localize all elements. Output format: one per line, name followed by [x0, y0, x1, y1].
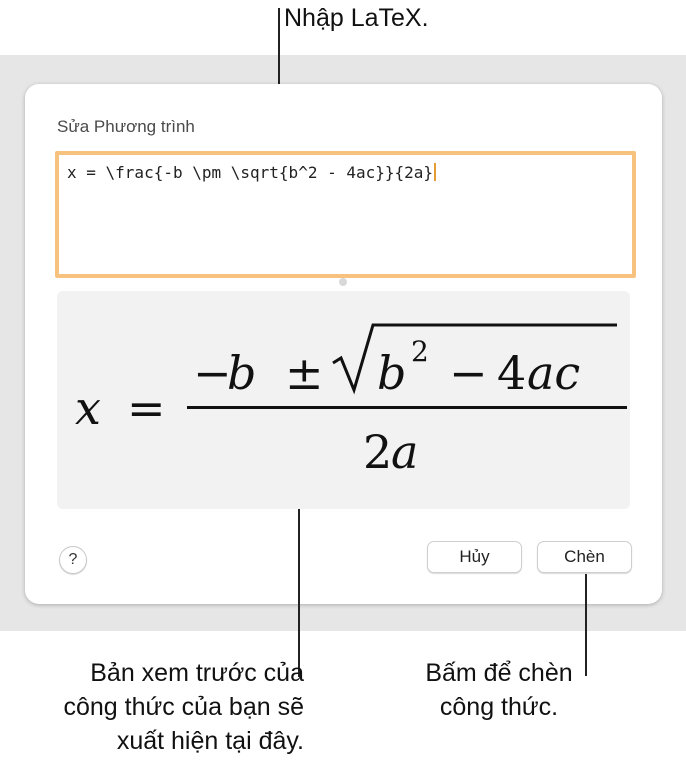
formula-radicand-b: b — [377, 346, 407, 400]
formula-lhs: x — [75, 381, 101, 435]
dialog-title: Sửa Phương trình — [57, 117, 195, 136]
formula-plus-minus: ± — [285, 346, 324, 400]
formula-radicand-minus: − — [449, 346, 488, 400]
edit-equation-dialog — [25, 84, 662, 604]
callout-insert-line-1: Bấm để chèn — [425, 659, 573, 687]
leader-line-preview — [298, 509, 300, 677]
formula-numerator-b: b — [227, 346, 257, 400]
callout-insert-line-2: công thức. — [439, 693, 559, 721]
formula-radicand-ac: ac — [527, 346, 581, 400]
formula-render — [57, 291, 630, 509]
resize-handle[interactable] — [339, 278, 347, 286]
callout-preview — [10, 656, 304, 758]
fraction-bar — [187, 406, 627, 409]
callout-latex-input: Nhập LaTeX. — [284, 4, 429, 32]
callout-preview-line-1: Bản xem trước của — [90, 659, 304, 687]
callout-preview-line-2: công thức của bạn sẽ — [63, 693, 304, 721]
callout-preview-line-3: xuất hiện tại đây. — [116, 727, 304, 755]
latex-input-field[interactable] — [55, 151, 636, 278]
formula-denominator-a: a — [391, 425, 419, 479]
cancel-button[interactable]: Hủy — [427, 541, 522, 573]
callout-insert — [388, 656, 610, 724]
help-button[interactable]: ? — [59, 546, 87, 574]
formula-numerator-minus: − — [193, 346, 232, 400]
equation-preview — [57, 291, 630, 509]
formula-exponent: 2 — [411, 335, 429, 368]
formula-radicand-4: 4 — [497, 346, 527, 400]
formula-equals: = — [127, 381, 166, 435]
insert-button[interactable]: Chèn — [537, 541, 632, 573]
formula-denominator-2: 2 — [363, 425, 393, 479]
latex-input-text[interactable] — [67, 163, 436, 182]
latex-input-value[interactable]: x = \frac{-b \pm \sqrt{b^2 - 4ac}}{2a} — [67, 163, 434, 182]
text-caret — [434, 163, 436, 181]
